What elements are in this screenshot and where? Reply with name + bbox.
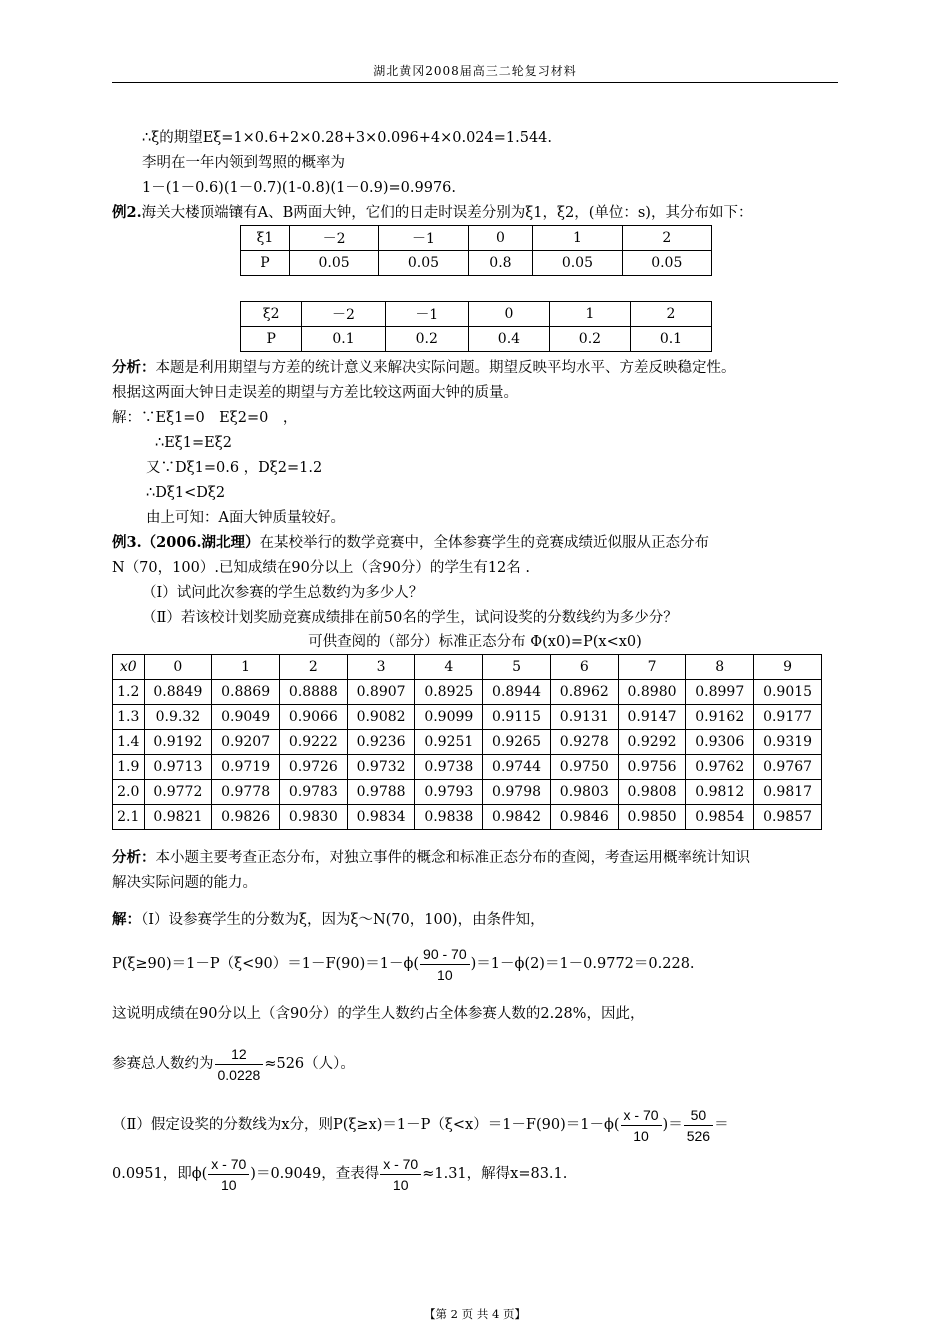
table-cell: 0.9788	[347, 780, 415, 805]
table-cell: ξ2	[241, 302, 302, 327]
table-cell: 0.9177	[754, 705, 822, 730]
table-cell: 0.05	[622, 251, 711, 276]
example-3-text-line-2: N（70，100）.已知成绩在90分以上（含90分）的学生有12名 .	[112, 560, 530, 576]
normal-distribution-table	[112, 654, 822, 830]
page-footer: 【第 2 页 共 4 页】	[424, 1307, 526, 1321]
table-cell: 0.9778	[212, 780, 280, 805]
equation-1	[112, 942, 695, 986]
solution-2-line-2-c: ≈1.31，解得x=83.1.	[422, 1166, 568, 1182]
table-cell: 0.9767	[754, 755, 822, 780]
table-cell: 1	[549, 302, 630, 327]
table-cell: 0.9850	[618, 805, 686, 830]
table-cell: 2.0	[113, 780, 145, 805]
table-cell: 0.05	[379, 251, 468, 276]
table-row	[113, 680, 822, 705]
fraction-numerator: x - 70	[208, 1154, 249, 1175]
table-cell: 0.9192	[144, 730, 212, 755]
table-cell: 0.9738	[415, 755, 483, 780]
table-cell: P	[241, 327, 302, 352]
table-cell: 0.9793	[415, 780, 483, 805]
example-3-analysis-line-2: 解决实际问题的能力。	[112, 875, 257, 891]
table-cell: 0.9099	[415, 705, 483, 730]
table-cell: 0.8	[468, 251, 533, 276]
table-cell: 1.2	[113, 680, 145, 705]
table-header-cell: 3	[347, 655, 415, 680]
example-3-total-participants	[112, 1042, 355, 1086]
table-cell: 0.9744	[483, 755, 551, 780]
table-row	[241, 251, 712, 276]
table-cell: 0.9838	[415, 805, 483, 830]
fraction-numerator: x - 70	[621, 1105, 662, 1126]
table-cell: 0.4	[468, 327, 549, 352]
example-2-text: 海关大楼顶端镶有A、B两面大钟，它们的日走时误差分别为ξ1，ξ2，(单位：s)，其分布如下：	[141, 205, 753, 221]
table-cell: 0.9821	[144, 805, 212, 830]
example-3-solution-2	[112, 1103, 729, 1147]
table-cell: 0.9846	[550, 805, 618, 830]
table-cell: 0.9066	[279, 705, 347, 730]
example-2-label: 例2.	[112, 204, 142, 221]
table-cell: 0.9842	[483, 805, 551, 830]
example-3-question-1: （Ⅰ）试问此次参赛的学生总数约为多少人？	[142, 585, 424, 601]
table-cell: 0.9713	[144, 755, 212, 780]
table-cell: 0	[468, 302, 549, 327]
table-cell: 0.9222	[279, 730, 347, 755]
table-cell: 0.2	[549, 327, 630, 352]
table-cell: 0.9115	[483, 705, 551, 730]
solution-2-eq-end: ＝	[714, 1117, 729, 1133]
table-row	[113, 780, 822, 805]
fraction	[215, 1044, 264, 1085]
example-2-analysis	[112, 358, 736, 378]
table-cell: 0.8980	[618, 680, 686, 705]
equation-1-right: )＝1－ϕ(2)＝1－0.9772＝0.228.	[470, 956, 695, 972]
table-cell: 0.9830	[279, 805, 347, 830]
table-cell: 0.9803	[550, 780, 618, 805]
table-cell: 1.9	[113, 755, 145, 780]
table-cell: 0.9306	[686, 730, 754, 755]
example-3	[112, 533, 709, 553]
solution-text: （Ⅰ）设参赛学生的分数为ξ，因为ξ～N(70，100)，由条件知，	[141, 912, 545, 928]
analysis-label: 分析：	[112, 849, 156, 866]
table-cell: 0.9049	[212, 705, 280, 730]
solution-2-line-2-a: 0.0951，即ϕ(	[112, 1166, 208, 1182]
table-header-row	[113, 655, 822, 680]
table-cell: P	[241, 251, 290, 276]
table-cell: 0.8997	[686, 680, 754, 705]
table-cell: 0.8925	[415, 680, 483, 705]
table-header-cell: 4	[415, 655, 483, 680]
fraction-denominator: 10	[392, 1176, 409, 1193]
analysis-text: 本题是利用期望与方差的统计意义来解决实际问题。期望反映平均水平、方差反映稳定性。	[155, 360, 736, 376]
table-cell: 0.9854	[686, 805, 754, 830]
example-2-solution-line-3: 又∵Dξ1=0.6 ，Dξ2=1.2	[146, 460, 323, 476]
fraction	[684, 1105, 713, 1146]
page-header: 湖北黄冈2008届高三二轮复习材料	[373, 64, 577, 78]
table-cell: 1	[533, 226, 622, 251]
total-result: ≈526（人）。	[264, 1056, 355, 1072]
table-cell: 0.9834	[347, 805, 415, 830]
example-3-solution-2-line-2	[112, 1152, 567, 1196]
table-cell: －1	[385, 302, 468, 327]
fraction-denominator: 10	[633, 1127, 649, 1144]
fraction-denominator: 0.0228	[217, 1066, 261, 1083]
table-header-cell: 7	[618, 655, 686, 680]
normal-table-caption: 可供查阅的（部分）标准正态分布 Φ(x0)=P(x<x0)	[308, 634, 642, 650]
table-cell: 0.9265	[483, 730, 551, 755]
table-row	[113, 705, 822, 730]
example-2	[112, 203, 752, 223]
table-cell: 0.9251	[415, 730, 483, 755]
table-cell: 0.8907	[347, 680, 415, 705]
fraction	[208, 1154, 249, 1195]
table-header-cell: 0	[144, 655, 212, 680]
table-row	[241, 302, 712, 327]
table-cell: 0.1	[630, 327, 711, 352]
table-cell: 0.1	[302, 327, 385, 352]
fraction-numerator: 90 - 70	[420, 944, 470, 965]
table-row	[241, 226, 712, 251]
table-cell: 0.9756	[618, 755, 686, 780]
example-3-analysis	[112, 848, 750, 868]
table-cell: 0	[468, 226, 533, 251]
example-3-question-2: （Ⅱ）若该校计划奖励竞赛成绩排在前50名的学生，试问设奖的分数线约为多少分？	[142, 610, 678, 626]
solution-2-eq: )＝	[662, 1117, 683, 1133]
equation-1-left: P(ξ≥90)＝1－P（ξ<90）＝1－F(90)＝1－ϕ(	[112, 956, 420, 972]
table-cell: 0.9162	[686, 705, 754, 730]
table-cell: 0.9808	[618, 780, 686, 805]
table-cell: 0.9319	[754, 730, 822, 755]
table-cell: 0.9207	[212, 730, 280, 755]
intro-line-2: 李明在一年内领到驾照的概率为	[142, 155, 345, 171]
table-cell: 0.9.32	[144, 705, 212, 730]
table-cell: 0.2	[385, 327, 468, 352]
table-cell: 0.8962	[550, 680, 618, 705]
intro-line-3: 1－(1－0.6)(1－0.7)(1-0.8)(1－0.9)=0.9976.	[142, 180, 457, 196]
table-cell: 2.1	[113, 805, 145, 830]
table-cell: 0.9798	[483, 780, 551, 805]
analysis-text: 本小题主要考查正态分布，对独立事件的概念和标准正态分布的查阅，考查运用概率统计知识	[155, 850, 750, 866]
example-2-analysis-line-2: 根据这两面大钟日走误差的期望与方差比较这两面大钟的质量。	[112, 385, 518, 401]
table-cell: 0.9857	[754, 805, 822, 830]
table-cell: 0.9292	[618, 730, 686, 755]
table-cell: －2	[289, 226, 378, 251]
table-cell: 0.9015	[754, 680, 822, 705]
fraction-numerator: 12	[215, 1044, 264, 1065]
example-3-text: 在某校举行的数学竞赛中，全体参赛学生的竞赛成绩近似服从正态分布	[259, 535, 710, 551]
table-cell: 1.4	[113, 730, 145, 755]
example-2-conclusion: 由上可知：A面大钟质量较好。	[146, 510, 345, 526]
table-header-cell: 8	[686, 655, 754, 680]
table-cell: 2	[622, 226, 711, 251]
table-cell: 0.8849	[144, 680, 212, 705]
fraction-denominator: 10	[221, 1176, 237, 1193]
table-cell: 0.05	[289, 251, 378, 276]
table-cell: 0.9812	[686, 780, 754, 805]
fraction-numerator: 50	[684, 1105, 713, 1126]
example-3-label: 例3.（2006.湖北理）	[112, 534, 260, 551]
example-2-solution-line-1: 解：∵Eξ1=0 Eξ2=0 ，	[112, 410, 298, 426]
table-row	[113, 805, 822, 830]
table-cell: 0.9082	[347, 705, 415, 730]
table-cell: 0.9826	[212, 805, 280, 830]
table-cell: 2	[630, 302, 711, 327]
fraction	[420, 944, 470, 985]
analysis-label: 分析：	[112, 359, 156, 376]
table-cell: 0.9131	[550, 705, 618, 730]
total-text: 参赛总人数约为	[112, 1056, 214, 1072]
example-2-solution-line-2: ∴Eξ1=Eξ2	[155, 435, 232, 451]
table-row	[113, 730, 822, 755]
example-3-solution-1	[112, 910, 545, 930]
table-cell: 0.8944	[483, 680, 551, 705]
table-header-cell: 1	[212, 655, 280, 680]
solution-2-text: （Ⅱ）假定设奖的分数线为x分，则P(ξ≥x)＝1－P（ξ<x）＝1－F(90)＝1－ϕ(	[112, 1117, 620, 1133]
xi2-distribution-table	[240, 301, 712, 352]
table-cell: ξ1	[241, 226, 290, 251]
table-cell: 0.9750	[550, 755, 618, 780]
table-header-cell: 2	[279, 655, 347, 680]
fraction	[621, 1105, 662, 1146]
table-cell: 0.8869	[212, 680, 280, 705]
solution-label: 解：	[112, 911, 141, 928]
table-cell: －1	[379, 226, 468, 251]
table-cell: 0.9147	[618, 705, 686, 730]
table-header-cell: 6	[550, 655, 618, 680]
table-cell: 0.9732	[347, 755, 415, 780]
table-cell: －2	[302, 302, 385, 327]
fraction	[380, 1154, 421, 1195]
fraction-denominator: 10	[437, 966, 453, 983]
table-row	[241, 327, 712, 352]
table-cell: 0.9236	[347, 730, 415, 755]
example-3-solution-1-line-2: 这说明成绩在90分以上（含90分）的学生人数约占全体参赛人数的2.28%，因此，	[112, 1006, 645, 1022]
solution-2-line-2-b: )＝0.9049，查表得	[250, 1166, 380, 1182]
intro-line-1: ∴ξ的期望Eξ=1×0.6+2×0.28+3×0.096+4×0.024=1.544.	[142, 130, 553, 146]
table-cell: 0.9278	[550, 730, 618, 755]
table-cell: 0.9817	[754, 780, 822, 805]
table-cell: 0.8888	[279, 680, 347, 705]
fraction-denominator: 526	[686, 1127, 711, 1144]
table-cell: 0.9719	[212, 755, 280, 780]
fraction-numerator: x - 70	[380, 1154, 421, 1175]
header-rule	[112, 82, 838, 83]
table-header-cell: 5	[483, 655, 551, 680]
table-cell: 1.3	[113, 705, 145, 730]
table-cell: 0.05	[533, 251, 622, 276]
table-cell: 0.9726	[279, 755, 347, 780]
table-row	[113, 755, 822, 780]
table-header-cell: x0	[113, 655, 145, 680]
table-cell: 0.9762	[686, 755, 754, 780]
example-2-solution-line-4: ∴Dξ1<Dξ2	[146, 485, 226, 501]
table-cell: 0.9772	[144, 780, 212, 805]
table-header-cell: 9	[754, 655, 822, 680]
xi1-distribution-table	[240, 225, 712, 276]
table-cell: 0.9783	[279, 780, 347, 805]
